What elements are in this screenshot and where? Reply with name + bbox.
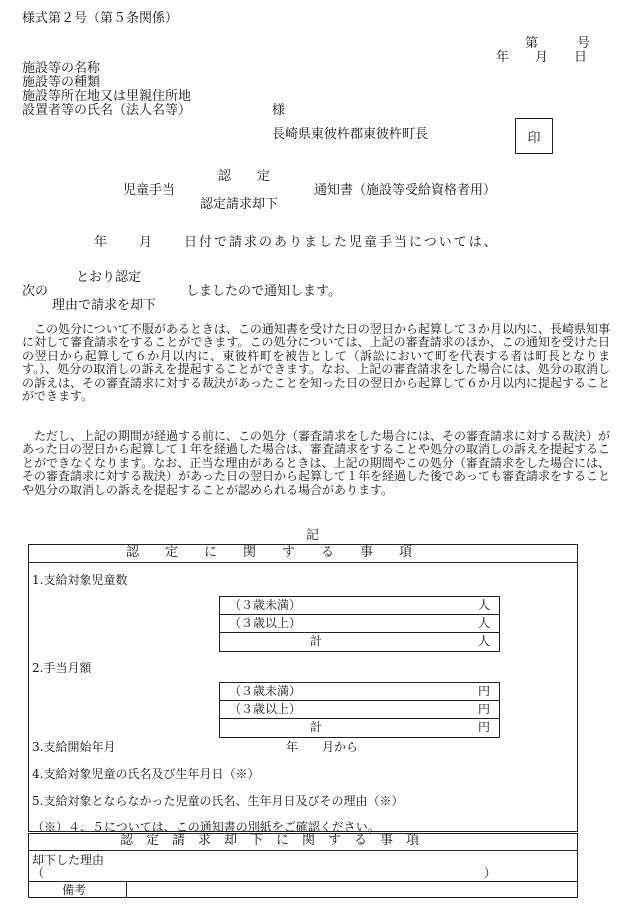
rejection-header-divider [28,850,578,851]
rejection-reason-close-paren: ） [484,866,497,880]
monthly-amount-divider-2 [219,718,500,719]
title-option-rejected: 認定請求却下 [200,197,279,212]
rejection-reason-label: 却下した理由 [32,853,105,867]
honorific: 様 [272,103,286,118]
facility-type-label: 施設等の種類 [22,75,101,90]
item1-child-count-label: 1.支給対象児童数 [32,573,128,587]
monthly-amount-over3-label: （３歳以上） [229,702,302,716]
appeal-paragraph-2: ただし、上記の期間が経過する前に、この処分（審査請求をした場合には、その審査請求に対する裁決）があった日の翌日から起算して１年を経過した場合は、審査請求をすることや処分の取消しの訴えを提起することができなくなります。なお、正当な理由があるときは、上記の期間やこの処分（審査請求をした場合には、その審査請求に対する裁決）があった日の翌日から起算して１年を経過した後であっても審査請求をすることや処分の取消しの訴えを提起することが認められる場合があります。 [22,429,611,497]
monthly-amount-total-unit: 円 [478,720,491,734]
form-number: 様式第２号（第５条関係） [22,11,179,26]
title-prefix: 児童手当 [123,183,176,198]
item3-start-month-label: 3.支給開始年月 [32,740,116,754]
intro-option-rejected: 理由で請求を却下 [52,298,157,313]
item2-monthly-amount-label: 2.手当月額 [32,661,92,675]
facility-name-label: 施設等の名称 [22,61,101,76]
rejection-reason-open-paren: （ [32,866,45,880]
attachment-note: （※）４、５については、この通知書の別紙をご確認ください。 [32,820,380,834]
child-count-divider-2 [219,632,500,633]
child-count-under3-unit: 人 [478,598,491,612]
remarks-divider [28,881,578,882]
child-count-total-unit: 人 [478,634,491,648]
document-number: 第 号 [525,36,591,51]
seal-box [515,118,553,154]
remarks-column-divider [126,881,127,898]
monthly-amount-total-label: 計 [310,720,323,734]
intro-tail: しましたので通知します。 [186,284,341,299]
child-count-divider-1 [219,614,500,615]
intro-option-certified: とおり認定 [76,270,142,285]
intro-line: 年 月 日付で請求のありました児童手当については、 [94,235,499,250]
monthly-amount-under3-unit: 円 [478,684,491,698]
child-count-under3-label: （３歳未満） [229,598,302,612]
appeal-paragraph-1: この処分について不服があるときは、この通知書を受けた日の翌日から起算して３か月以内に、長崎県知事に対して審査請求をすることができます。この処分については、上記の審査請求のほか、この通知を受けた日の翌日から起算して６か月以内に、東彼杵町を被告として（訴訟において町を代表する者は町長となります。）、処分の取消しの訴えを提起することができます。なお、上記の審査請求をした場合には、処分の取消しの訴えは、その審査請求に対する裁決があったことを知った日の翌日から起算して６か月以内に提起することができます。 [22,322,610,404]
title-suffix: 通知書（施設等受給資格者用） [314,183,497,198]
item4-children-label: 4.支給対象児童の氏名及び生年月日（※） [32,767,260,781]
monthly-amount-over3-unit: 円 [478,702,491,716]
title-option-certified: 認 定 [218,169,271,184]
document-date: 年 月 日 [496,50,588,65]
issuer: 長崎県東彼杵郡東彼杵町長 [272,127,429,142]
item5-ineligible-label: 5.支給対象とならなかった児童の氏名、生年月日及びその理由（※） [32,794,404,808]
seal-text: 印 [527,130,541,146]
child-count-over3-unit: 人 [478,616,491,630]
monthly-amount-divider-1 [219,700,500,701]
certification-section-header: 認 定 に 関 す る 事 項 [126,545,413,560]
item3-start-month-value: 年 月から [286,740,359,754]
rejection-section-header: 認 定 請 求 却 下 に 関 す る 事 項 [120,833,420,848]
ki-heading: 記 [306,528,320,543]
child-count-total-label: 計 [310,634,323,648]
remarks-label: 備考 [62,883,87,897]
monthly-amount-under3-label: （３歳未満） [229,684,302,698]
facility-address-label: 施設等所在地又は里親住所地 [22,89,192,104]
certification-header-divider [28,562,578,563]
establisher-name-label: 設置者等の氏名（法人名等） [22,103,192,118]
child-count-over3-label: （３歳以上） [229,616,302,630]
intro-next: 次の [22,284,49,299]
